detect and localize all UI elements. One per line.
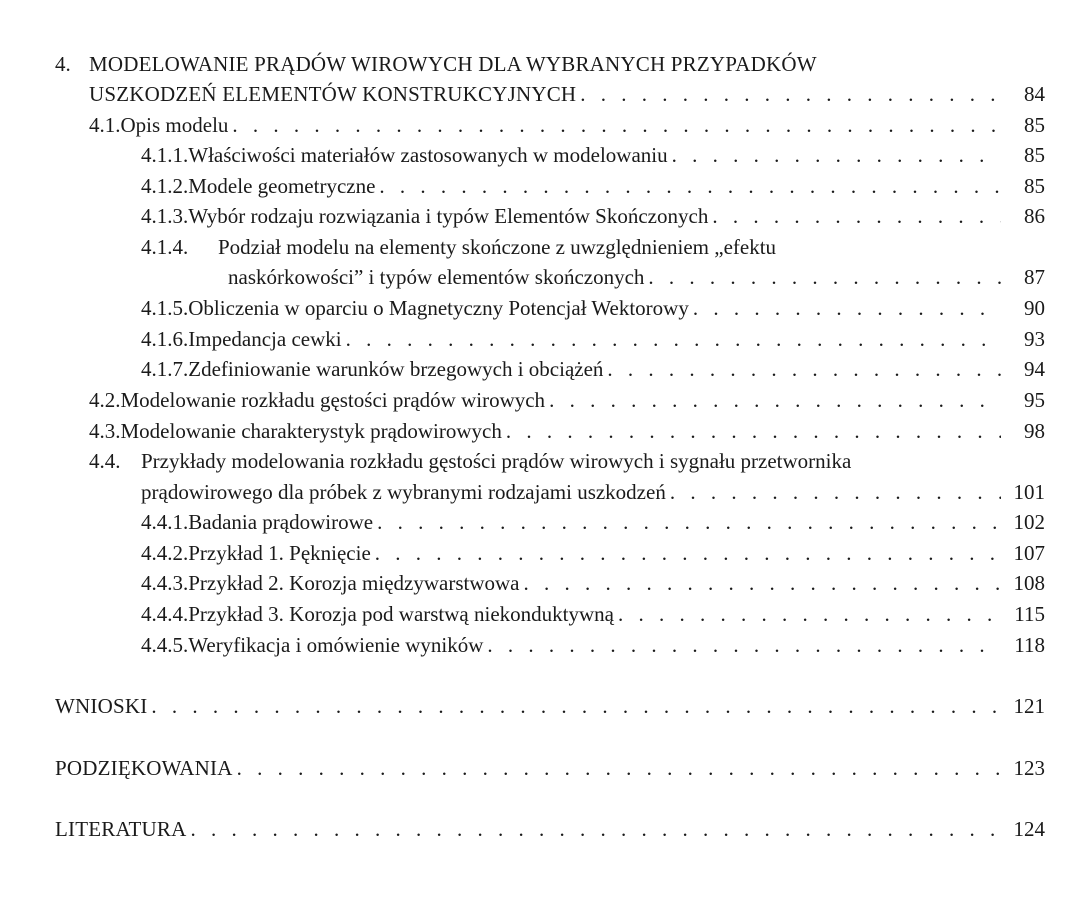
toc-number: 4.4.4. xyxy=(141,602,189,626)
toc-number: 4.4.2. xyxy=(141,541,189,565)
toc-entry-4-line2 xyxy=(89,82,1045,112)
toc-page: 98 xyxy=(1024,419,1045,443)
leader-dots xyxy=(506,419,1001,444)
toc-number: 4.1.1. xyxy=(141,143,189,167)
toc-title: WNIOSKI xyxy=(55,694,148,718)
leader-dots xyxy=(670,480,1001,505)
toc-page: 123 xyxy=(1013,756,1045,780)
leader-dots xyxy=(580,82,1001,107)
toc-page: 85 xyxy=(1024,113,1045,137)
toc-title: Właściwości materiałów zastosowanych w modelowaniu xyxy=(188,143,668,167)
toc-entry-4-1-2 xyxy=(141,174,1045,204)
toc-page: 121 xyxy=(1013,694,1045,718)
toc-title: Zdefiniowanie warunków brzegowych i obciążeń xyxy=(188,357,604,381)
toc-entry-4-1-4-line2 xyxy=(228,265,1045,295)
toc-number: 4.1.7. xyxy=(141,357,189,381)
leader-dots xyxy=(379,174,1001,199)
toc-page: 94 xyxy=(1024,357,1045,381)
toc-number: 4.4.1. xyxy=(141,510,189,534)
toc-number: 4.3. xyxy=(89,419,121,443)
toc-page: 101 xyxy=(1013,480,1045,504)
toc-entry-4-1-1 xyxy=(141,143,1045,173)
toc-title: Weryfikacja i omówienie wyników xyxy=(188,633,484,657)
toc-title-line1: MODELOWANIE PRĄDÓW WIROWYCH DLA WYBRANYCH PRZYPADKÓW xyxy=(89,52,817,76)
toc-number: 4.2. xyxy=(89,388,121,412)
toc-title: Modele geometryczne xyxy=(188,174,376,198)
leader-dots xyxy=(346,327,1001,352)
toc-title-line2: naskórkowości” i typów elementów skończonych xyxy=(228,265,645,289)
toc-page: 93 xyxy=(1024,327,1045,351)
leader-dots xyxy=(151,694,1001,719)
toc-title: Modelowanie rozkładu gęstości prądów wirowych xyxy=(120,388,546,412)
toc-page: 115 xyxy=(1014,602,1045,626)
toc-entry-4-1-6 xyxy=(141,327,1045,357)
toc-page: 90 xyxy=(1024,296,1045,320)
toc-entry-podziekowania xyxy=(55,756,1045,786)
leader-dots xyxy=(377,510,1001,535)
toc-title: Modelowanie charakterystyk prądowirowych xyxy=(120,419,502,443)
toc-page: 108 xyxy=(1013,571,1045,595)
leader-dots xyxy=(648,265,1001,290)
toc-entry-4 xyxy=(55,52,1045,82)
toc-title: LITERATURA xyxy=(55,817,187,841)
toc-page: 102 xyxy=(1013,510,1045,534)
toc-title: Impedancja cewki xyxy=(188,327,342,351)
toc-title: Przykład 2. Korozja międzywarstwowa xyxy=(188,571,520,595)
toc-title: Przykład 3. Korozja pod warstwą niekonduktywną xyxy=(188,602,614,626)
toc-entry-4-3 xyxy=(89,419,1045,449)
toc-page: 118 xyxy=(1014,633,1045,657)
toc-entry-wnioski xyxy=(55,694,1045,724)
leader-dots xyxy=(607,357,1001,382)
toc-page: 107 xyxy=(1013,541,1045,565)
toc-number: 4.1. xyxy=(89,113,121,137)
toc-entry-4-1 xyxy=(89,113,1045,143)
leader-dots xyxy=(232,113,1001,138)
toc-number: 4.4.3. xyxy=(141,571,189,595)
toc-title: Obliczenia w oparciu o Magnetyczny Potencjał Wektorowy xyxy=(188,296,689,320)
toc-number: 4.1.3. xyxy=(141,204,189,228)
leader-dots xyxy=(191,817,1002,842)
toc-page: 84 xyxy=(1024,82,1045,106)
toc-number: 4.1.4. xyxy=(141,235,189,259)
toc-entry-4-4-5 xyxy=(141,633,1045,663)
toc-entry-4-4-1 xyxy=(141,510,1045,540)
toc-number: 4. xyxy=(55,52,71,76)
leader-dots xyxy=(672,143,1001,168)
toc-entry-4-1-4 xyxy=(141,235,1045,265)
toc-title-line1: Podział modelu na elementy skończone z uwzględnieniem „efektu xyxy=(218,235,777,259)
toc-title: Wybór rodzaju rozwiązania i typów Elementów Skończonych xyxy=(188,204,709,228)
toc-page: 85 xyxy=(1024,143,1045,167)
toc-entry-4-2 xyxy=(89,388,1045,418)
toc-title: Badania prądowirowe xyxy=(188,510,374,534)
toc-entry-4-1-7 xyxy=(141,357,1045,387)
toc-page: 87 xyxy=(1024,265,1045,289)
leader-dots xyxy=(487,633,1001,658)
toc-entry-4-1-3 xyxy=(141,204,1045,234)
leader-dots xyxy=(712,204,1001,229)
toc-title: Opis modelu xyxy=(120,113,229,137)
toc-entry-4-4 xyxy=(89,449,1045,479)
toc-page: 95 xyxy=(1024,388,1045,412)
toc-title: Przykład 1. Pęknięcie xyxy=(188,541,371,565)
leader-dots xyxy=(549,388,1001,413)
toc-entry-4-4-line2 xyxy=(141,480,1045,510)
leader-dots xyxy=(618,602,1001,627)
toc-page: 124 xyxy=(1013,817,1045,841)
toc-title-line1: Przykłady modelowania rozkładu gęstości prądów wirowych i sygnału przetwornika xyxy=(141,449,852,473)
toc-number: 4.4.5. xyxy=(141,633,189,657)
leader-dots xyxy=(523,571,1001,596)
toc-entry-4-4-4 xyxy=(141,602,1045,632)
toc-title-line2: USZKODZEŃ ELEMENTÓW KONSTRUKCYJNYCH xyxy=(89,82,577,106)
toc-page: 85 xyxy=(1024,174,1045,198)
toc-number: 4.4. xyxy=(89,449,121,473)
leader-dots xyxy=(375,541,1001,566)
toc-number: 4.1.2. xyxy=(141,174,189,198)
toc-page: 86 xyxy=(1024,204,1045,228)
toc-entry-4-4-2 xyxy=(141,541,1045,571)
toc-number: 4.1.5. xyxy=(141,296,189,320)
leader-dots xyxy=(693,296,1001,321)
toc-title: PODZIĘKOWANIA xyxy=(55,756,233,780)
toc-entry-4-1-5 xyxy=(141,296,1045,326)
toc-title-line2: prądowirowego dla próbek z wybranymi rodzajami uszkodzeń xyxy=(141,480,666,504)
toc-entry-literatura xyxy=(55,817,1045,847)
leader-dots xyxy=(237,756,1001,781)
toc-entry-4-4-3 xyxy=(141,571,1045,601)
toc-number: 4.1.6. xyxy=(141,327,189,351)
